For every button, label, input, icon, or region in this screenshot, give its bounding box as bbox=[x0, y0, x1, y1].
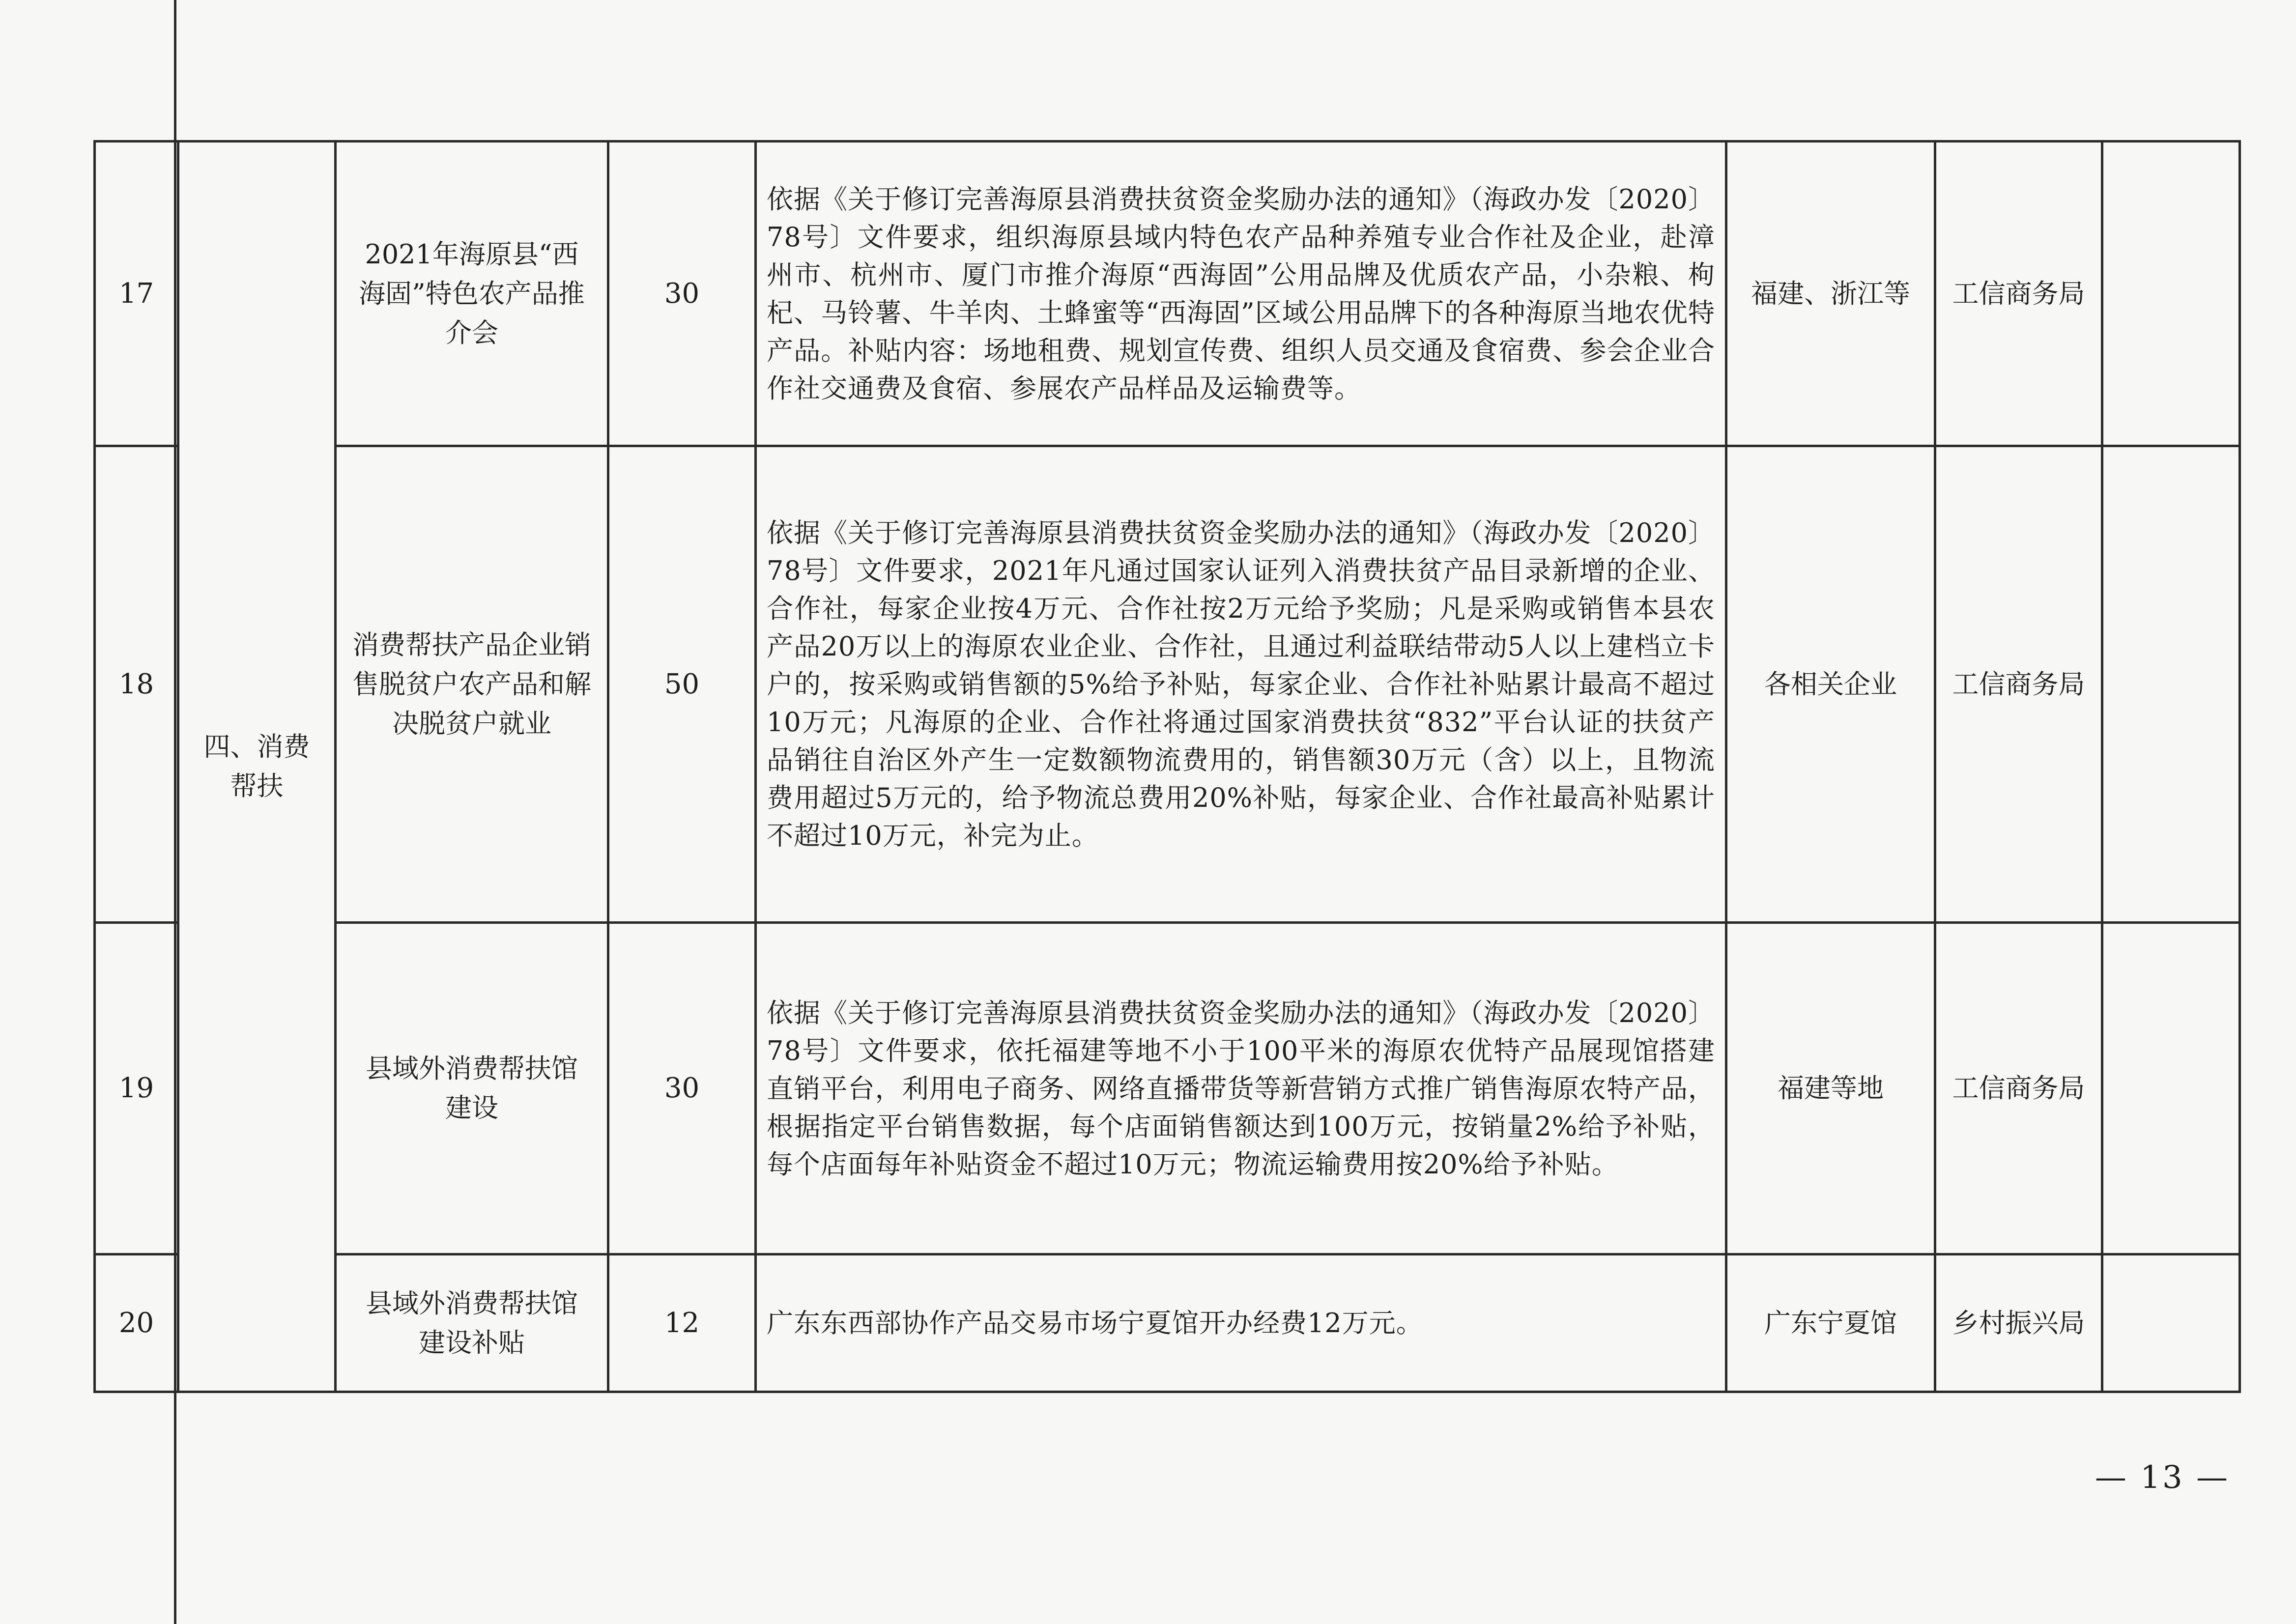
row-number: 17 bbox=[95, 142, 178, 446]
subsidy-table bbox=[93, 140, 2241, 1393]
project-name: 消费帮扶产品企业销售脱贫户农产品和解决脱贫户就业 bbox=[336, 446, 608, 923]
remark bbox=[2102, 923, 2240, 1254]
project-name: 县域外消费帮扶馆建设补贴 bbox=[336, 1254, 608, 1392]
amount: 30 bbox=[608, 142, 756, 446]
remark bbox=[2102, 1254, 2240, 1392]
table-row bbox=[95, 923, 2240, 1254]
location: 广东宁夏馆 bbox=[1726, 1254, 1935, 1392]
location: 福建等地 bbox=[1726, 923, 1935, 1254]
description: 依据《关于修订完善海原县消费扶贫资金奖励办法的通知》（海政办发〔2020〕78号〕文件要求，2021年凡通过国家认证列入消费扶贫产品目录新增的企业、合作社，每家企业按4万元、合作社按2万元给予奖励；凡是采购或销售本县农产品20万以上的海原农业企业、合作社，且通过利益联结带动5人以上建档立卡户的，按采购或销售额的5%给予补贴，每家企业、合作社补贴累计最高不超过10万元；凡海原的企业、合作社将通过国家消费扶贫“832”平台认证的扶贫产品销往自治区外产生一定数额物流费用的，销售额30万元（含）以上，且物流费用超过5万元的，给予物流总费用20%补贴，每家企业、合作社最高补贴累计不超过10万元，补完为止。 bbox=[756, 446, 1726, 923]
row-number: 18 bbox=[95, 446, 178, 923]
department: 工信商务局 bbox=[1935, 142, 2102, 446]
location: 各相关企业 bbox=[1726, 446, 1935, 923]
department: 乡村振兴局 bbox=[1935, 1254, 2102, 1392]
category-cell: 四、消费帮扶 bbox=[178, 142, 336, 1392]
project-name: 2021年海原县“西海固”特色农产品推介会 bbox=[336, 142, 608, 446]
table-row bbox=[95, 446, 2240, 923]
description: 广东东西部协作产品交易市场宁夏馆开办经费12万元。 bbox=[756, 1254, 1726, 1392]
project-name: 县域外消费帮扶馆建设 bbox=[336, 923, 608, 1254]
row-number: 19 bbox=[95, 923, 178, 1254]
remark bbox=[2102, 142, 2240, 446]
amount: 50 bbox=[608, 446, 756, 923]
description: 依据《关于修订完善海原县消费扶贫资金奖励办法的通知》（海政办发〔2020〕78号〕文件要求，依托福建等地不小于100平米的海原农优特产品展现馆搭建直销平台，利用电子商务、网络直播带货等新营销方式推广销售海原农特产品，根据指定平台销售数据，每个店面销售额达到100万元，按销量2%给予补贴，每个店面每年补贴资金不超过10万元；物流运输费用按20%给予补贴。 bbox=[756, 923, 1726, 1254]
amount: 30 bbox=[608, 923, 756, 1254]
row-number: 20 bbox=[95, 1254, 178, 1392]
amount: 12 bbox=[608, 1254, 756, 1392]
description: 依据《关于修订完善海原县消费扶贫资金奖励办法的通知》（海政办发〔2020〕78号〕文件要求，组织海原县域内特色农产品种养殖专业合作社及企业，赴漳州市、杭州市、厦门市推介海原“西海固”公用品牌及优质农产品，小杂粮、枸杞、马铃薯、牛羊肉、土蜂蜜等“西海固”区域公用品牌下的各种海原当地农优特产品。补贴内容：场地租费、规划宣传费、组织人员交通及食宿费、参会企业合作社交通费及食宿、参展农产品样品及运输费等。 bbox=[756, 142, 1726, 446]
remark bbox=[2102, 446, 2240, 923]
table-row bbox=[95, 1254, 2240, 1392]
location: 福建、浙江等 bbox=[1726, 142, 1935, 446]
department: 工信商务局 bbox=[1935, 923, 2102, 1254]
department: 工信商务局 bbox=[1935, 446, 2102, 923]
table-row bbox=[95, 142, 2240, 446]
page-number: — 13 — bbox=[2095, 1459, 2230, 1496]
